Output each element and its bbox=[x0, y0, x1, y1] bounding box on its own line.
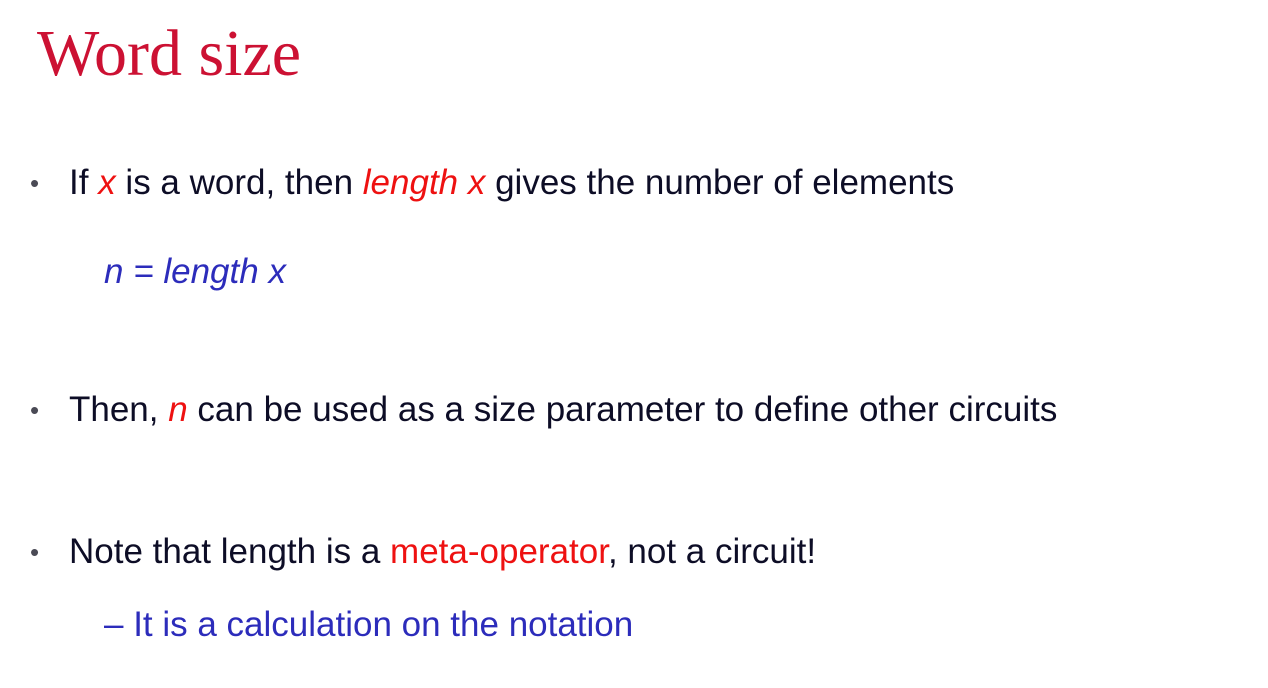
bullet-2 bbox=[0, 388, 1268, 432]
formula-line bbox=[0, 250, 1268, 294]
bullet-1-text: If x is a word, then length x gives the number of elements bbox=[69, 163, 955, 202]
sub-bullet-text: – It is a calculation on the notation bbox=[104, 605, 634, 644]
bullet-3-text: Note that length is a meta-operator, not a circuit! bbox=[69, 532, 817, 571]
length-x-term: length x bbox=[362, 163, 486, 202]
bullet-1 bbox=[0, 161, 1268, 205]
var-x: x bbox=[98, 163, 116, 202]
bullet-2-text: Then, n can be used as a size parameter to define other circuits bbox=[69, 390, 1058, 429]
var-n: n bbox=[168, 390, 188, 429]
bullet-marker: • bbox=[30, 168, 40, 198]
formula: n = length x bbox=[104, 252, 286, 291]
meta-operator-term: meta-operator bbox=[390, 532, 608, 571]
slide-title: Word size bbox=[37, 17, 302, 90]
bullet-marker: • bbox=[30, 395, 40, 425]
sub-bullet bbox=[0, 603, 1268, 647]
bullet-marker: • bbox=[30, 537, 40, 567]
bullet-3 bbox=[0, 530, 1268, 574]
